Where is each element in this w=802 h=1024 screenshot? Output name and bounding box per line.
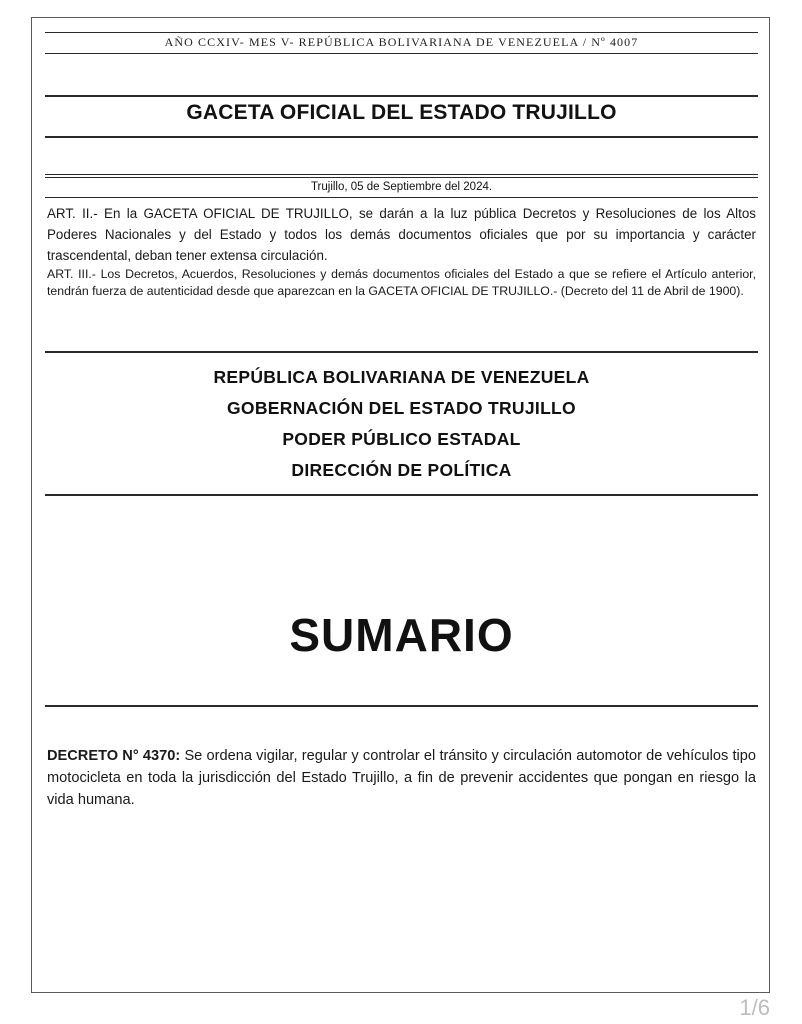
- header-public-power: PODER PÚBLICO ESTADAL: [282, 429, 521, 449]
- masthead-top-rule: [45, 32, 758, 33]
- document-page: [31, 17, 770, 993]
- page-indicator: 1/6: [739, 995, 770, 1020]
- header-bottom-rule: [45, 494, 758, 496]
- gazette-title: GACETA OFICIAL DEL ESTADO TRUJILLO: [186, 101, 617, 124]
- decree-label: DECRETO N° 4370:: [47, 748, 181, 764]
- date-top-rule-2: [45, 177, 758, 178]
- date-top-rule: [45, 174, 758, 175]
- title-top-rule: [45, 95, 758, 97]
- header-government: GOBERNACIÓN DEL ESTADO TRUJILLO: [227, 398, 576, 418]
- masthead: AÑO CCXIV- MES V- REPÚBLICA BOLIVARIANA DE VENEZUELA / Nº 4007: [164, 35, 639, 49]
- article-3: ART. III.- Los Decretos, Acuerdos, Resoluciones y demás documentos oficiales del Estado a que se refiere el Artículo anterior, tendrán fuerza de autenticidad desde que aparezcan en la GACETA OFICIAL DE TRUJILLO.- (Decreto del 11 de Abril de 1900).: [47, 267, 756, 298]
- publication-date: Trujillo, 05 de Septiembre del 2024.: [310, 181, 493, 193]
- sumario-bottom-rule: [45, 705, 758, 707]
- header-republic: REPÚBLICA BOLIVARIANA DE VENEZUELA: [213, 367, 590, 387]
- masthead-bottom-rule: [45, 53, 758, 54]
- article-2: ART. II.- En la GACETA OFICIAL DE TRUJILLO, se darán a la luz pública Decretos y Resoluciones de los Altos Poderes Nacionales y del Estado y todos los demás documentos oficiales que por su importancia y carácter trascendental, deban tener extensa circulación.: [47, 206, 756, 263]
- decree-text: Se ordena vigilar, regular y controlar el tránsito y circulación automotor de vehículos tipo motocicleta en toda la jurisdicción del Estado Trujillo, a fin de prevenir accidentes que pongan en riesgo la vida humana.: [47, 748, 756, 808]
- title-bottom-rule: [45, 136, 758, 138]
- decree-summary: [47, 745, 756, 811]
- date-bottom-rule: [45, 197, 758, 198]
- header-direction: DIRECCIÓN DE POLÍTICA: [291, 460, 512, 480]
- header-top-rule: [45, 351, 758, 353]
- sumario-heading: SUMARIO: [289, 609, 514, 661]
